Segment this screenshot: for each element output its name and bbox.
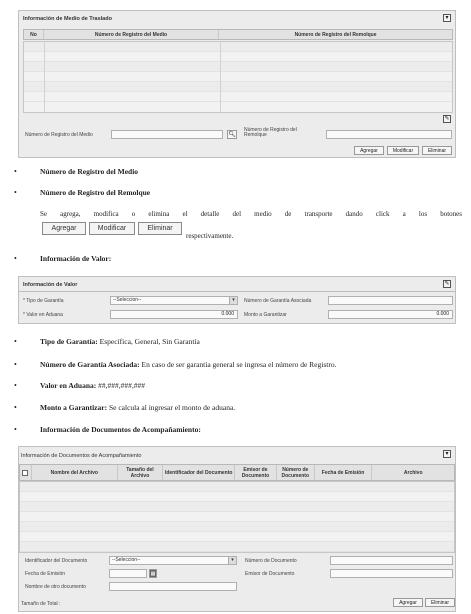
search-icon: 🔍︎ <box>228 132 236 138</box>
col-nombre-archivo: Nombre del Archivo <box>32 465 118 480</box>
medio-grid-body <box>23 41 453 113</box>
col-checkbox <box>20 465 32 480</box>
divider <box>19 291 455 292</box>
docs-grid-body <box>19 481 455 553</box>
registro-medio-input[interactable] <box>111 130 223 139</box>
eliminar-doc-button[interactable]: Eliminar <box>425 598 455 607</box>
modificar-example-button: Modificar <box>89 222 135 235</box>
table-row[interactable] <box>20 542 454 552</box>
table-row[interactable] <box>20 512 454 522</box>
eliminar-example-button: Eliminar <box>138 222 182 235</box>
tipo-garantia-label: * Tipo de Garantía <box>23 298 64 304</box>
table-row[interactable] <box>24 52 452 62</box>
select-all-checkbox[interactable] <box>22 470 28 476</box>
col-numero: Número de Documento <box>277 465 315 480</box>
bullet-item: • Número de Garantía Asociada: En caso de ser garantía general se ingresa el número de Registro. <box>14 360 337 369</box>
identificador-label: Identificador del Documento <box>25 558 88 564</box>
bullet-text: Información de Documentos de Acompañamiento: <box>40 425 201 434</box>
numero-garantia-label: Número de Garantía Asociada <box>244 298 312 304</box>
monto-label: Monto a Garantizar <box>244 312 287 318</box>
valor-aduana-value: 0.000 <box>221 311 234 317</box>
numero-documento-input[interactable] <box>330 556 453 565</box>
bullet-bold: Tipo de Garantía: <box>40 337 98 346</box>
valor-aduana-input[interactable] <box>110 310 238 319</box>
identificador-value: --Seleccion-- <box>112 557 141 563</box>
docs-grid-header <box>19 464 455 481</box>
fecha-emision-label: Fecha de Emisión <box>25 571 66 577</box>
calendar-button[interactable] <box>149 569 157 578</box>
table-row[interactable] <box>20 522 454 532</box>
table-row[interactable] <box>24 72 452 82</box>
tamano-total-label: Tamaño de Total : <box>21 601 61 607</box>
docs-panel-title: Información de Documentos de Acompañamiento <box>21 453 142 459</box>
bullet-text: En caso de ser garantía general se ingresa el número de Registro. <box>139 360 337 369</box>
otro-documento-input[interactable] <box>109 582 237 591</box>
col-emisor: Emisor de Documento <box>235 465 277 480</box>
fecha-emision-input[interactable] <box>109 569 147 578</box>
bullet-bold: Valor en Aduana: <box>40 381 97 390</box>
monto-input <box>328 310 453 319</box>
col-no: No <box>24 30 44 39</box>
eliminar-button[interactable]: Eliminar <box>422 146 452 155</box>
collapse-icon[interactable]: ▾ <box>443 14 451 22</box>
chevron-down-icon: ▾ <box>229 297 237 304</box>
bullet-item: • Información de Documentos de Acompañamiento: <box>14 425 201 434</box>
valor-panel-title: Información de Valor <box>23 282 78 288</box>
bullet-text: ##,###,###,### <box>96 381 146 390</box>
documentos-panel <box>18 446 456 612</box>
search-button[interactable] <box>227 130 237 139</box>
bullet-item: • Valor en Aduana: ##,###,###,### <box>14 381 146 390</box>
col-registro-remolque: Número de Registro del Remolque <box>294 31 377 38</box>
valor-panel <box>18 276 456 324</box>
table-row[interactable] <box>20 492 454 502</box>
calendar-icon: ▦ <box>150 570 156 577</box>
edit-icon[interactable]: ✎ <box>444 115 450 122</box>
numero-garantia-input[interactable] <box>328 296 453 305</box>
col-tamano-archivo: Tamaño del Archivo <box>118 465 164 480</box>
valor-aduana-label: * Valor en Aduana <box>23 312 63 318</box>
bullet-text: Número de Registro del Medio <box>40 167 139 176</box>
bullet-text: Específica, General, Sin Garantía <box>97 337 200 346</box>
table-row[interactable] <box>20 502 454 512</box>
medio-grid-header <box>23 29 453 40</box>
paragraph-end: respectivamente. <box>186 232 234 240</box>
table-row[interactable] <box>20 532 454 542</box>
col-fecha: Fecha de Emisión <box>315 465 373 480</box>
chevron-down-icon: ▾ <box>228 557 236 564</box>
medio-panel-title: Información de Medio de Traslado <box>23 16 112 22</box>
edit-icon[interactable]: ✎ <box>444 280 450 287</box>
paragraph-start: Se agrega, modifica o elimina el detalle del medio de transporte dando click a los botones <box>40 210 462 218</box>
bullet-text: Número de Registro del Remolque <box>40 188 151 197</box>
bullet-item: • Número de Registro del Medio <box>14 167 139 176</box>
collapse-icon[interactable]: ▾ <box>443 450 451 458</box>
table-row[interactable] <box>24 92 452 102</box>
tipo-garantia-select[interactable] <box>110 296 238 305</box>
agregar-doc-button[interactable]: Agregar <box>393 598 423 607</box>
agregar-button[interactable]: Agregar <box>354 146 384 155</box>
numero-documento-label: Número de Documento <box>245 558 297 564</box>
col-divider <box>220 42 221 112</box>
monto-value: 0.000 <box>436 311 449 317</box>
bullet-text: Información de Valor: <box>40 254 112 263</box>
col-divider <box>44 42 45 112</box>
table-row[interactable] <box>24 62 452 72</box>
bullet-item: • Tipo de Garantía: Específica, General, Sin Garantía <box>14 337 200 346</box>
col-registro-medio: Número de Registro del Medio <box>44 30 219 39</box>
registro-medio-label: Número de Registro del Medio <box>25 132 93 138</box>
table-row[interactable] <box>24 42 452 52</box>
registro-remolque-label: Número de Registro del Remolque <box>244 127 297 138</box>
bullet-text: Se calcula al ingresar el monto de aduana. <box>107 403 236 412</box>
bullet-bold: Número de Garantía Asociada: <box>40 360 140 369</box>
emisor-documento-label: Emisor de Documento <box>245 571 295 577</box>
table-row[interactable] <box>20 482 454 492</box>
identificador-select[interactable] <box>109 556 237 565</box>
otro-documento-label: Nombre de otro documento <box>25 584 86 590</box>
emisor-documento-input[interactable] <box>330 569 453 578</box>
bullet-item: • Número de Registro del Remolque <box>14 188 151 197</box>
bullet-bold: Monto a Garantizar: <box>40 403 108 412</box>
modificar-button[interactable]: Modificar <box>387 146 419 155</box>
registro-remolque-input[interactable] <box>326 130 452 139</box>
col-archivo: Archivo <box>403 469 423 476</box>
table-row[interactable] <box>24 82 452 92</box>
bullet-item: • Información de Valor: <box>14 254 112 263</box>
bullet-item: • Monto a Garantizar: Se calcula al ingresar el monto de aduana. <box>14 403 236 412</box>
agregar-example-button: Agregar <box>42 222 86 235</box>
medio-traslado-panel <box>18 10 456 158</box>
col-identificador: Identificador del Documento <box>163 465 235 480</box>
tipo-garantia-value: --Seleccion-- <box>113 297 142 303</box>
